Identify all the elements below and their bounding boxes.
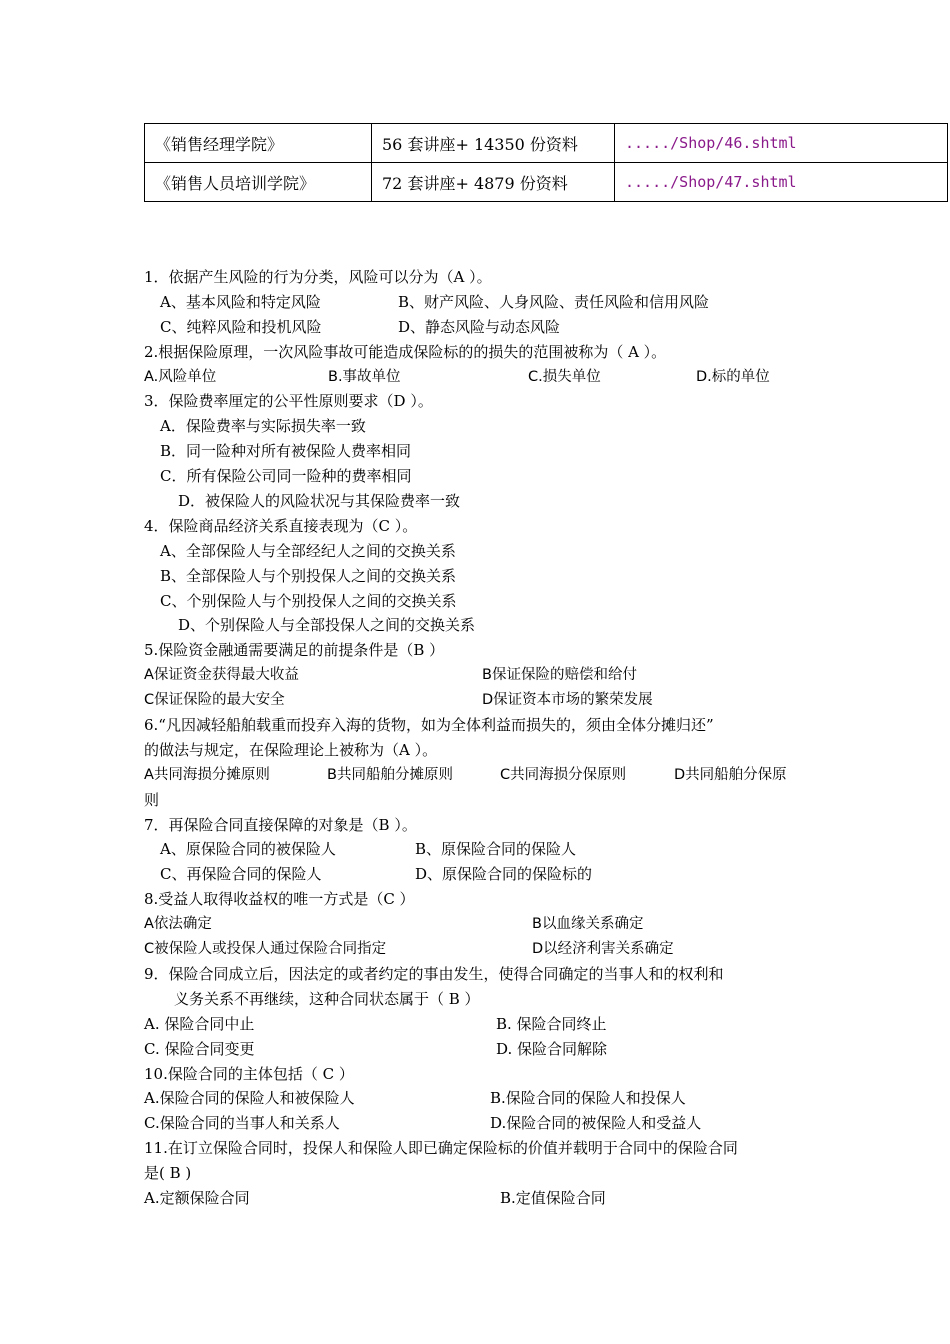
answer-options bbox=[144, 1037, 824, 1062]
option-text: D、静态风险与动态风险 bbox=[398, 317, 561, 336]
option-text: B、全部保险人与个别投保人之间的交换关系 bbox=[160, 566, 457, 585]
option-text: D. 保险合同解除 bbox=[496, 1039, 608, 1058]
option-text: B、原保险合同的保险人 bbox=[415, 840, 577, 859]
answer-options bbox=[144, 365, 824, 390]
option-text: C、再保险合同的保险人 bbox=[160, 865, 322, 884]
course-description: 56 套讲座+ 14350 份资料 bbox=[372, 124, 615, 163]
option-text: A．保险费率与实际损失率一致 bbox=[160, 417, 366, 436]
option-text: A.风险单位 bbox=[144, 368, 217, 385]
answer-options bbox=[144, 414, 824, 439]
course-link[interactable]: ...../Shop/46.shtml bbox=[615, 124, 948, 163]
line-text: 4．保险商品经济关系直接表现为（C ）。 bbox=[144, 516, 418, 535]
option-text: A保证资金获得最大收益 bbox=[144, 667, 299, 684]
line-text: 11.在订立保险合同时，投保人和保险人即已确定保险标的价值并载明于合同中的保险合同 bbox=[144, 1139, 738, 1158]
question-text bbox=[144, 340, 824, 365]
answer-options bbox=[144, 564, 824, 589]
option-text: B. 保险合同终止 bbox=[496, 1014, 607, 1033]
option-text: B保证保险的赔偿和给付 bbox=[482, 667, 637, 684]
question-text bbox=[144, 788, 824, 813]
option-text: B共同船舶分摊原则 bbox=[327, 766, 453, 783]
option-text: A. 保险合同中止 bbox=[144, 1014, 255, 1033]
line-text: 10.保险合同的主体包括（ C ） bbox=[144, 1064, 354, 1083]
option-text: A、原保险合同的被保险人 bbox=[160, 840, 336, 859]
answer-options bbox=[144, 589, 824, 614]
line-text: 6.“凡因减轻船舶载重而投弃入海的货物，如为全体利益而损失的，须由全体分摊归还” bbox=[144, 716, 714, 735]
answer-options bbox=[144, 489, 824, 514]
answer-options bbox=[144, 688, 824, 713]
option-text: C.损失单位 bbox=[528, 368, 601, 385]
option-text: D.保险合同的被保险人和受益人 bbox=[490, 1114, 702, 1133]
answer-options bbox=[144, 439, 824, 464]
question-text bbox=[144, 887, 824, 912]
option-text: B.定值保险合同 bbox=[500, 1188, 606, 1207]
answer-options bbox=[144, 862, 824, 887]
answer-options bbox=[144, 1012, 824, 1037]
answer-options bbox=[144, 763, 824, 788]
line-text: 2.根据保险原理，一次风险事故可能造成保险标的的损失的范围被称为（ A ）。 bbox=[144, 342, 667, 361]
question-text bbox=[144, 738, 824, 763]
option-text: D共同船舶分保原 bbox=[674, 766, 787, 783]
table-row bbox=[145, 163, 948, 202]
option-text: A.定额保险合同 bbox=[144, 1188, 250, 1207]
option-text: B.保险合同的保险人和投保人 bbox=[490, 1089, 686, 1108]
option-text: D.标的单位 bbox=[696, 368, 770, 385]
answer-options bbox=[144, 315, 824, 340]
line-text: 则 bbox=[144, 790, 160, 809]
line-text: 8.受益人取得收益权的唯一方式是（C ） bbox=[144, 890, 415, 909]
option-text: B．同一险种对所有被保险人费率相同 bbox=[160, 442, 412, 461]
option-text: D以经济利害关系确定 bbox=[532, 941, 674, 958]
line-text: 9．保险合同成立后，因法定的或者约定的事由发生，使得合同确定的当事人和的权利和 bbox=[144, 964, 724, 983]
question-list bbox=[144, 265, 824, 1211]
answer-options bbox=[144, 837, 824, 862]
option-text: C.保险合同的当事人和关系人 bbox=[144, 1114, 340, 1133]
answer-options bbox=[144, 1086, 824, 1111]
answer-options bbox=[144, 912, 824, 937]
course-description: 72 套讲座+ 4879 份资料 bbox=[372, 163, 615, 202]
answer-options bbox=[144, 613, 824, 638]
answer-options bbox=[144, 464, 824, 489]
option-text: C、个别保险人与个别投保人之间的交换关系 bbox=[160, 591, 457, 610]
option-text: A、全部保险人与全部经纪人之间的交换关系 bbox=[160, 541, 456, 560]
question-text bbox=[144, 1136, 824, 1161]
line-text: 7．再保险合同直接保障的对象是（B ）。 bbox=[144, 815, 417, 834]
answer-options bbox=[144, 663, 824, 688]
option-text: D．被保险人的风险状况与其保险费率一致 bbox=[178, 492, 461, 511]
course-name: 《销售人员培训学院》 bbox=[145, 163, 372, 202]
question-text bbox=[144, 987, 824, 1012]
question-text bbox=[144, 638, 824, 663]
table-row bbox=[145, 124, 948, 163]
question-text bbox=[144, 1062, 824, 1087]
option-text: C被保险人或投保人通过保险合同指定 bbox=[144, 941, 387, 958]
answer-options bbox=[144, 1186, 824, 1211]
question-text bbox=[144, 713, 824, 738]
course-link[interactable]: ...../Shop/47.shtml bbox=[615, 163, 948, 202]
line-text: 的做法与规定，在保险理论上被称为（A ）。 bbox=[144, 740, 438, 759]
answer-options bbox=[144, 539, 824, 564]
option-text: C保证保险的最大安全 bbox=[144, 692, 285, 709]
option-text: D、个别保险人与全部投保人之间的交换关系 bbox=[178, 616, 476, 635]
option-text: D、原保险合同的保险标的 bbox=[415, 865, 593, 884]
option-text: D保证资本市场的繁荣发展 bbox=[482, 692, 653, 709]
option-text: A共同海损分摊原则 bbox=[144, 766, 270, 783]
option-text: B以血缘关系确定 bbox=[532, 916, 644, 933]
question-text bbox=[144, 813, 824, 838]
line-text: 1．依据产生风险的行为分类，风险可以分为（A ）。 bbox=[144, 268, 492, 286]
option-text: C共同海损分保原则 bbox=[500, 766, 627, 783]
option-text: C、纯粹风险和投机风险 bbox=[160, 317, 322, 336]
question-text bbox=[144, 962, 824, 987]
option-text: C. 保险合同变更 bbox=[144, 1039, 255, 1058]
option-text: A依法确定 bbox=[144, 916, 212, 933]
answer-options bbox=[144, 1111, 824, 1136]
option-text: A.保险合同的保险人和被保险人 bbox=[144, 1089, 355, 1108]
line-text: 3．保险费率厘定的公平性原则要求（D ）。 bbox=[144, 392, 433, 411]
answer-options bbox=[144, 937, 824, 962]
answer-options bbox=[144, 290, 824, 315]
question-text bbox=[144, 1161, 824, 1186]
question-text bbox=[144, 389, 824, 414]
question-text bbox=[144, 265, 824, 290]
line-text: 义务关系不再继续，这种合同状态属于（ B ） bbox=[174, 989, 480, 1008]
option-text: A、基本风险和特定风险 bbox=[160, 292, 321, 311]
course-name: 《销售经理学院》 bbox=[145, 124, 372, 163]
line-text: 5.保险资金融通需要满足的前提条件是（B ） bbox=[144, 641, 445, 660]
option-text: B.事故单位 bbox=[328, 368, 401, 385]
question-text bbox=[144, 514, 824, 539]
course-catalog-table bbox=[144, 123, 948, 202]
line-text: 是( B ) bbox=[144, 1164, 192, 1183]
option-text: C．所有保险公司同一险种的费率相同 bbox=[160, 467, 412, 486]
option-text: B、财产风险、人身风险、责任风险和信用风险 bbox=[398, 292, 710, 311]
